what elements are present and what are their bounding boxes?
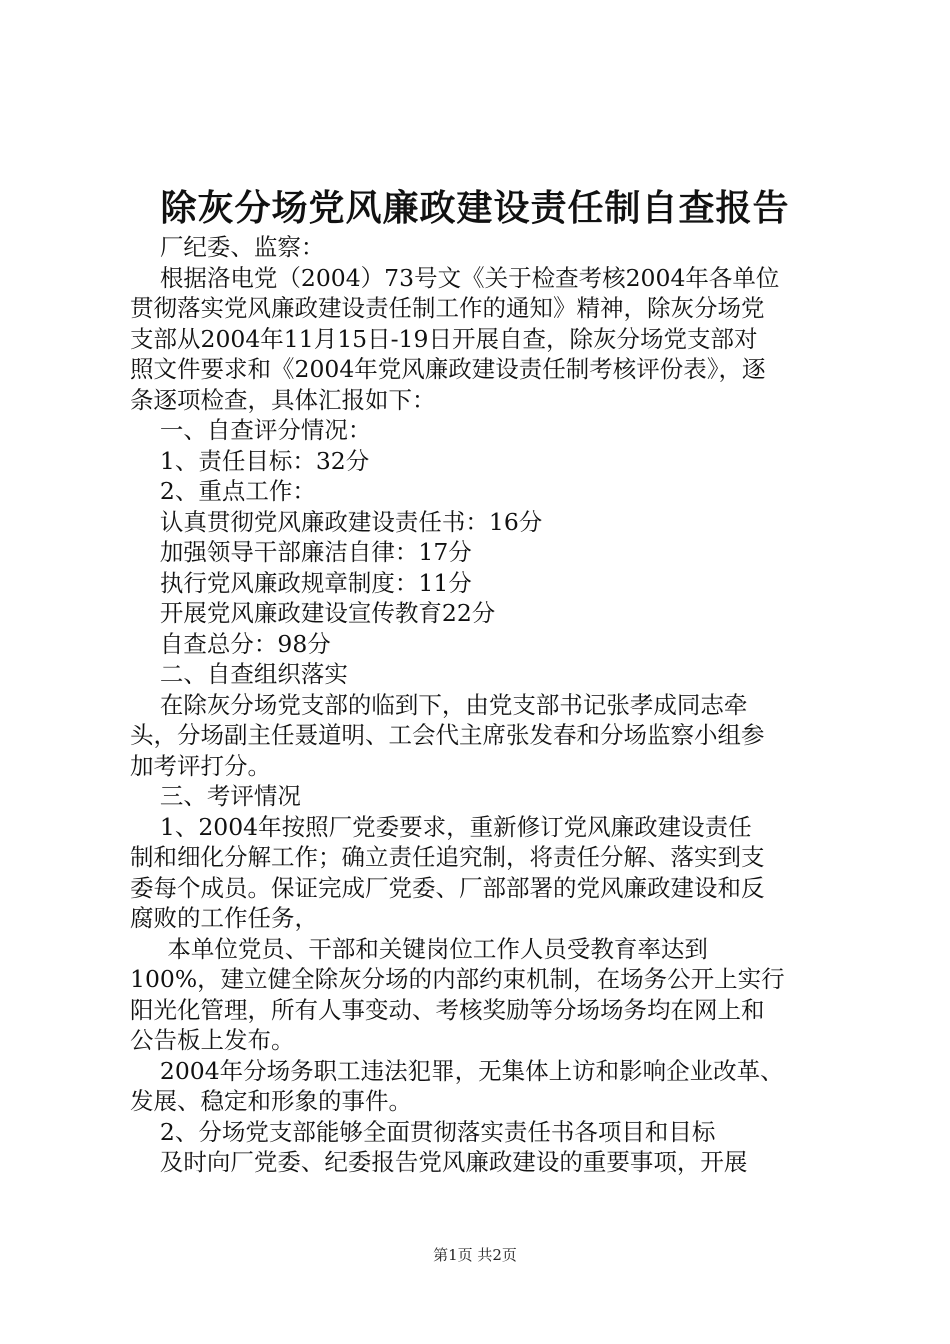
body-line: 制和细化分解工作；确立责任追究制，将责任分解、落实到支 xyxy=(130,843,765,871)
body-line: 自查总分：98分 xyxy=(130,629,331,658)
body-line: 本单位党员、干部和关键岗位工作人员受教育率达到 xyxy=(130,934,708,963)
body-line: 认真贯彻党风廉政建设责任书：16分 xyxy=(130,507,543,536)
body-line: 100%，建立健全除灰分场的内部约束机制，在场务公开上实行 xyxy=(130,965,785,993)
body-line: 2004年分场务职工违法犯罪，无集体上访和影响企业改革、 xyxy=(130,1056,784,1085)
body-line: 加考评打分。 xyxy=(130,751,271,780)
body-line: 在除灰分场党支部的临到下，由党支部书记张孝成同志牵 xyxy=(130,690,748,719)
body-line: 1、2004年按照厂党委要求，重新修订党风廉政建设责任 xyxy=(130,812,752,841)
body-line: 公告板上发布。 xyxy=(130,1026,295,1054)
body-line: 开展党风廉政建设宣传教育22分 xyxy=(130,599,496,627)
document-title: 除灰分场党风廉政建设责任制自查报告 xyxy=(160,187,790,229)
body-line: 1、责任目标：32分 xyxy=(130,446,370,475)
body-line: 加强领导干部廉洁自律：17分 xyxy=(130,538,472,566)
body-line: 及时向厂党委、纪委报告党风廉政建设的重要事项，开展 xyxy=(130,1148,748,1176)
body-line: 头，分场副主任聂道明、工会代主席张发春和分场监察小组参 xyxy=(130,721,765,749)
body-line: 阳光化管理，所有人事变动、考核奖励等分场场务均在网上和 xyxy=(130,995,765,1024)
body-line: 厂纪委、监察： xyxy=(130,233,325,261)
body-line: 一、自查评分情况： xyxy=(130,416,372,444)
body-line: 2、重点工作： xyxy=(130,477,316,505)
body-line: 委每个成员。保证完成厂党委、厂部部署的党风廉政建设和反 xyxy=(130,873,765,902)
body-line: 照文件要求和《2004年党风廉政建设责任制考核评份表》，逐 xyxy=(130,355,766,383)
body-line: 二、自查组织落实 xyxy=(130,660,348,688)
body-line: 根据洛电党（2004）73号文《关于检查考核2004年各单位 xyxy=(130,263,780,292)
page-footer: 第1页 共2页 xyxy=(433,1246,517,1264)
body-line: 条逐项检查，具体汇报如下： xyxy=(130,385,436,414)
body-line: 贯彻落实党风廉政建设责任制工作的通知》精神，除灰分场党 xyxy=(130,294,765,322)
body-line: 三、考评情况 xyxy=(130,782,301,810)
body-line: 腐败的工作任务， xyxy=(130,904,318,932)
body-line: 2、分场党支部能够全面贯彻落实责任书各项目和目标 xyxy=(130,1117,716,1146)
body-line: 支部从2004年11月15日-19日开展自查，除灰分场党支部对 xyxy=(130,324,758,353)
body-line: 执行党风廉政规章制度：11分 xyxy=(130,568,472,597)
document-body xyxy=(130,232,830,1178)
body-line: 发展、稳定和形象的事件。 xyxy=(130,1087,412,1115)
